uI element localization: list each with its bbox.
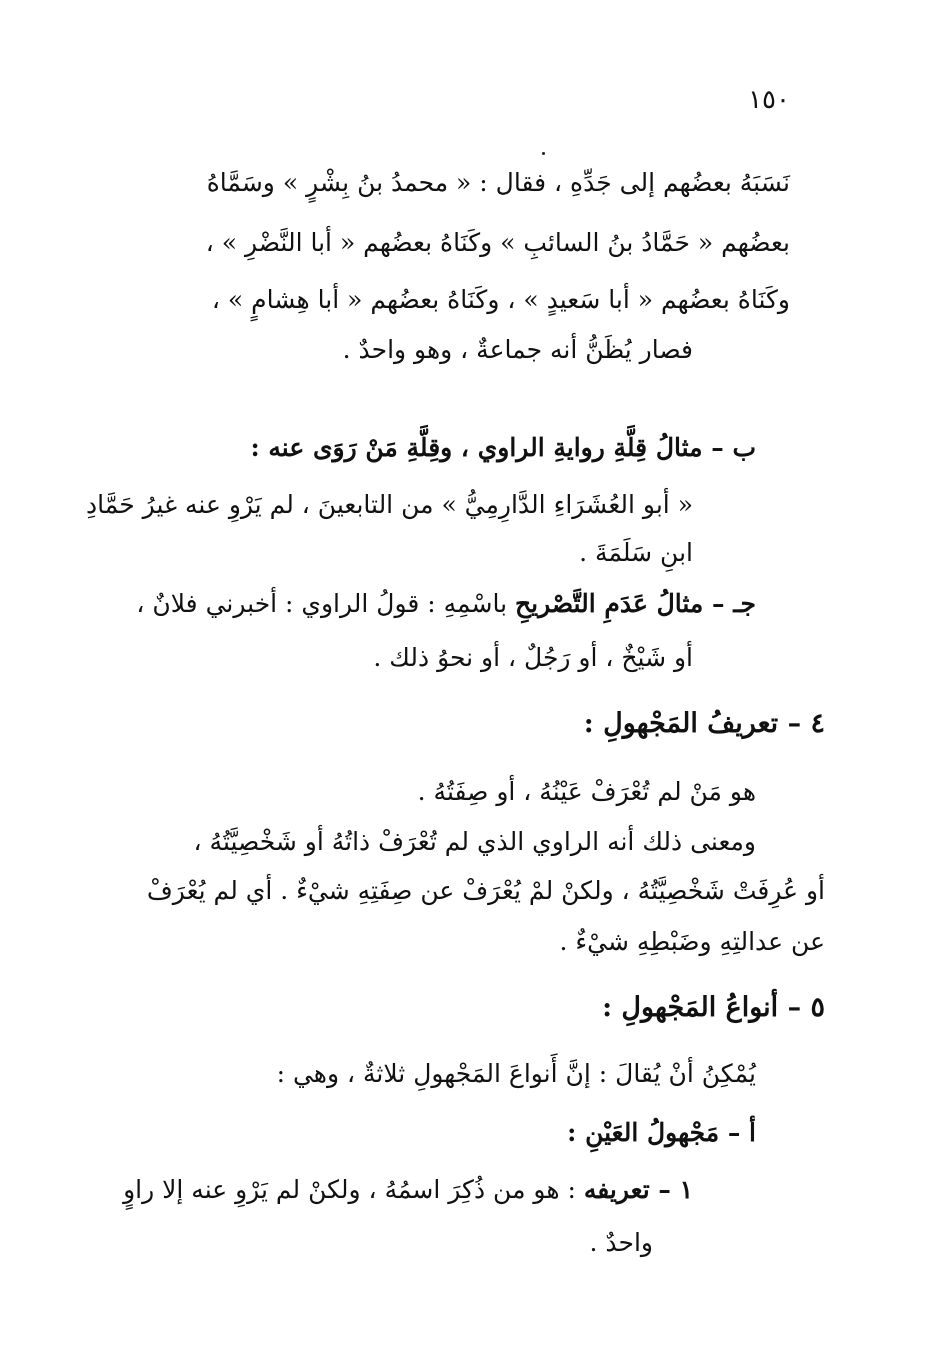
section4-heading: ٤ – تعريفُ المَجْهولِ : [583,708,825,739]
section5-intro: يُمْكِنُ أنْ يُقالَ : إنَّ أَنواعَ المَجْهولِ ثلاثةٌ ، وهي : [276,1059,756,1088]
example-j-line-1 [136,584,756,624]
paragraph1-line-3: وكَنَاهُ بعضُهم « أبا سَعيدٍ » ، وكَنَاهُ بعضُهم « أبا هِشامٍ » ، [211,285,790,314]
section5-definition-line-1 [123,1170,693,1210]
section4-line-4: عن عدالتِهِ وضَبْطِهِ شيْءٌ . [559,927,825,956]
section4-line-3: أو عُرِفَتْ شَخْصِيَّتُهُ ، ولكنْ لمْ يُعْرَفْ عن صِفَتِهِ شيْءٌ . أي لم يُعْرَفْ [146,876,825,905]
paragraph1-line-1: نَسَبَهُ بعضُهم إلى جَدِّهِ ، فقال : « محمدُ بنُ بِشْرٍ » وسَمَّاهُ [206,168,790,197]
example-b-line-2: ابنِ سَلَمَةَ . [579,538,693,567]
example-j-label: جـ – مثالُ عَدَمِ التَّصْريحِ [514,589,756,618]
definition-label: ١ – تعريفه [583,1175,693,1204]
example-j-text: باسْمِهِ : قولُ الراوي : أخبرني فلانٌ ، [136,589,515,618]
section4-line-1: هو مَنْ لم تُعْرَفْ عَيْنُهُ ، أو صِفَتُهُ . [417,777,756,806]
paragraph1-line-2: بعضُهم « حَمَّادُ بنُ السائبِ » وكَنَاهُ بعضُهم « أبا النَّضْرِ » ، [205,228,790,257]
paragraph1-line-4: فصار يُظَنُّ أنه جماعةٌ ، وهو واحدٌ . [342,335,693,364]
example-j-line-2: أو شَيْخٌ ، أو رَجُلٌ ، أو نحوُ ذلك . [373,643,693,672]
page-number: ١٥٠ [748,85,790,115]
example-b-heading: ب – مثالُ قِلَّةِ روايةِ الراوي ، وقِلَّةِ مَنْ رَوَى عنه : [250,433,756,462]
section5-heading: ٥ – أنواعُ المَجْهولِ : [602,992,825,1023]
example-b-line-1: « أبو العُشَرَاءِ الدَّارِمِيُّ » من التابعينَ ، لم يَرْوِ عنه غيرُ حَمَّادِ [86,490,693,519]
definition-text: : هو من ذُكِرَ اسمُهُ ، ولكنْ لم يَرْوِ عنه إلا راوٍ [123,1175,584,1204]
section5-sub-a: أ – مَجْهولُ العَيْنِ : [567,1118,756,1147]
section4-line-2: ومعنى ذلك أنه الراوي الذي لم تُعْرَفْ ذاتُهُ أو شَخْصِيَّتُهُ ، [193,827,756,856]
ink-dot [542,152,545,155]
section5-definition-line-2: واحدٌ . [589,1228,653,1257]
